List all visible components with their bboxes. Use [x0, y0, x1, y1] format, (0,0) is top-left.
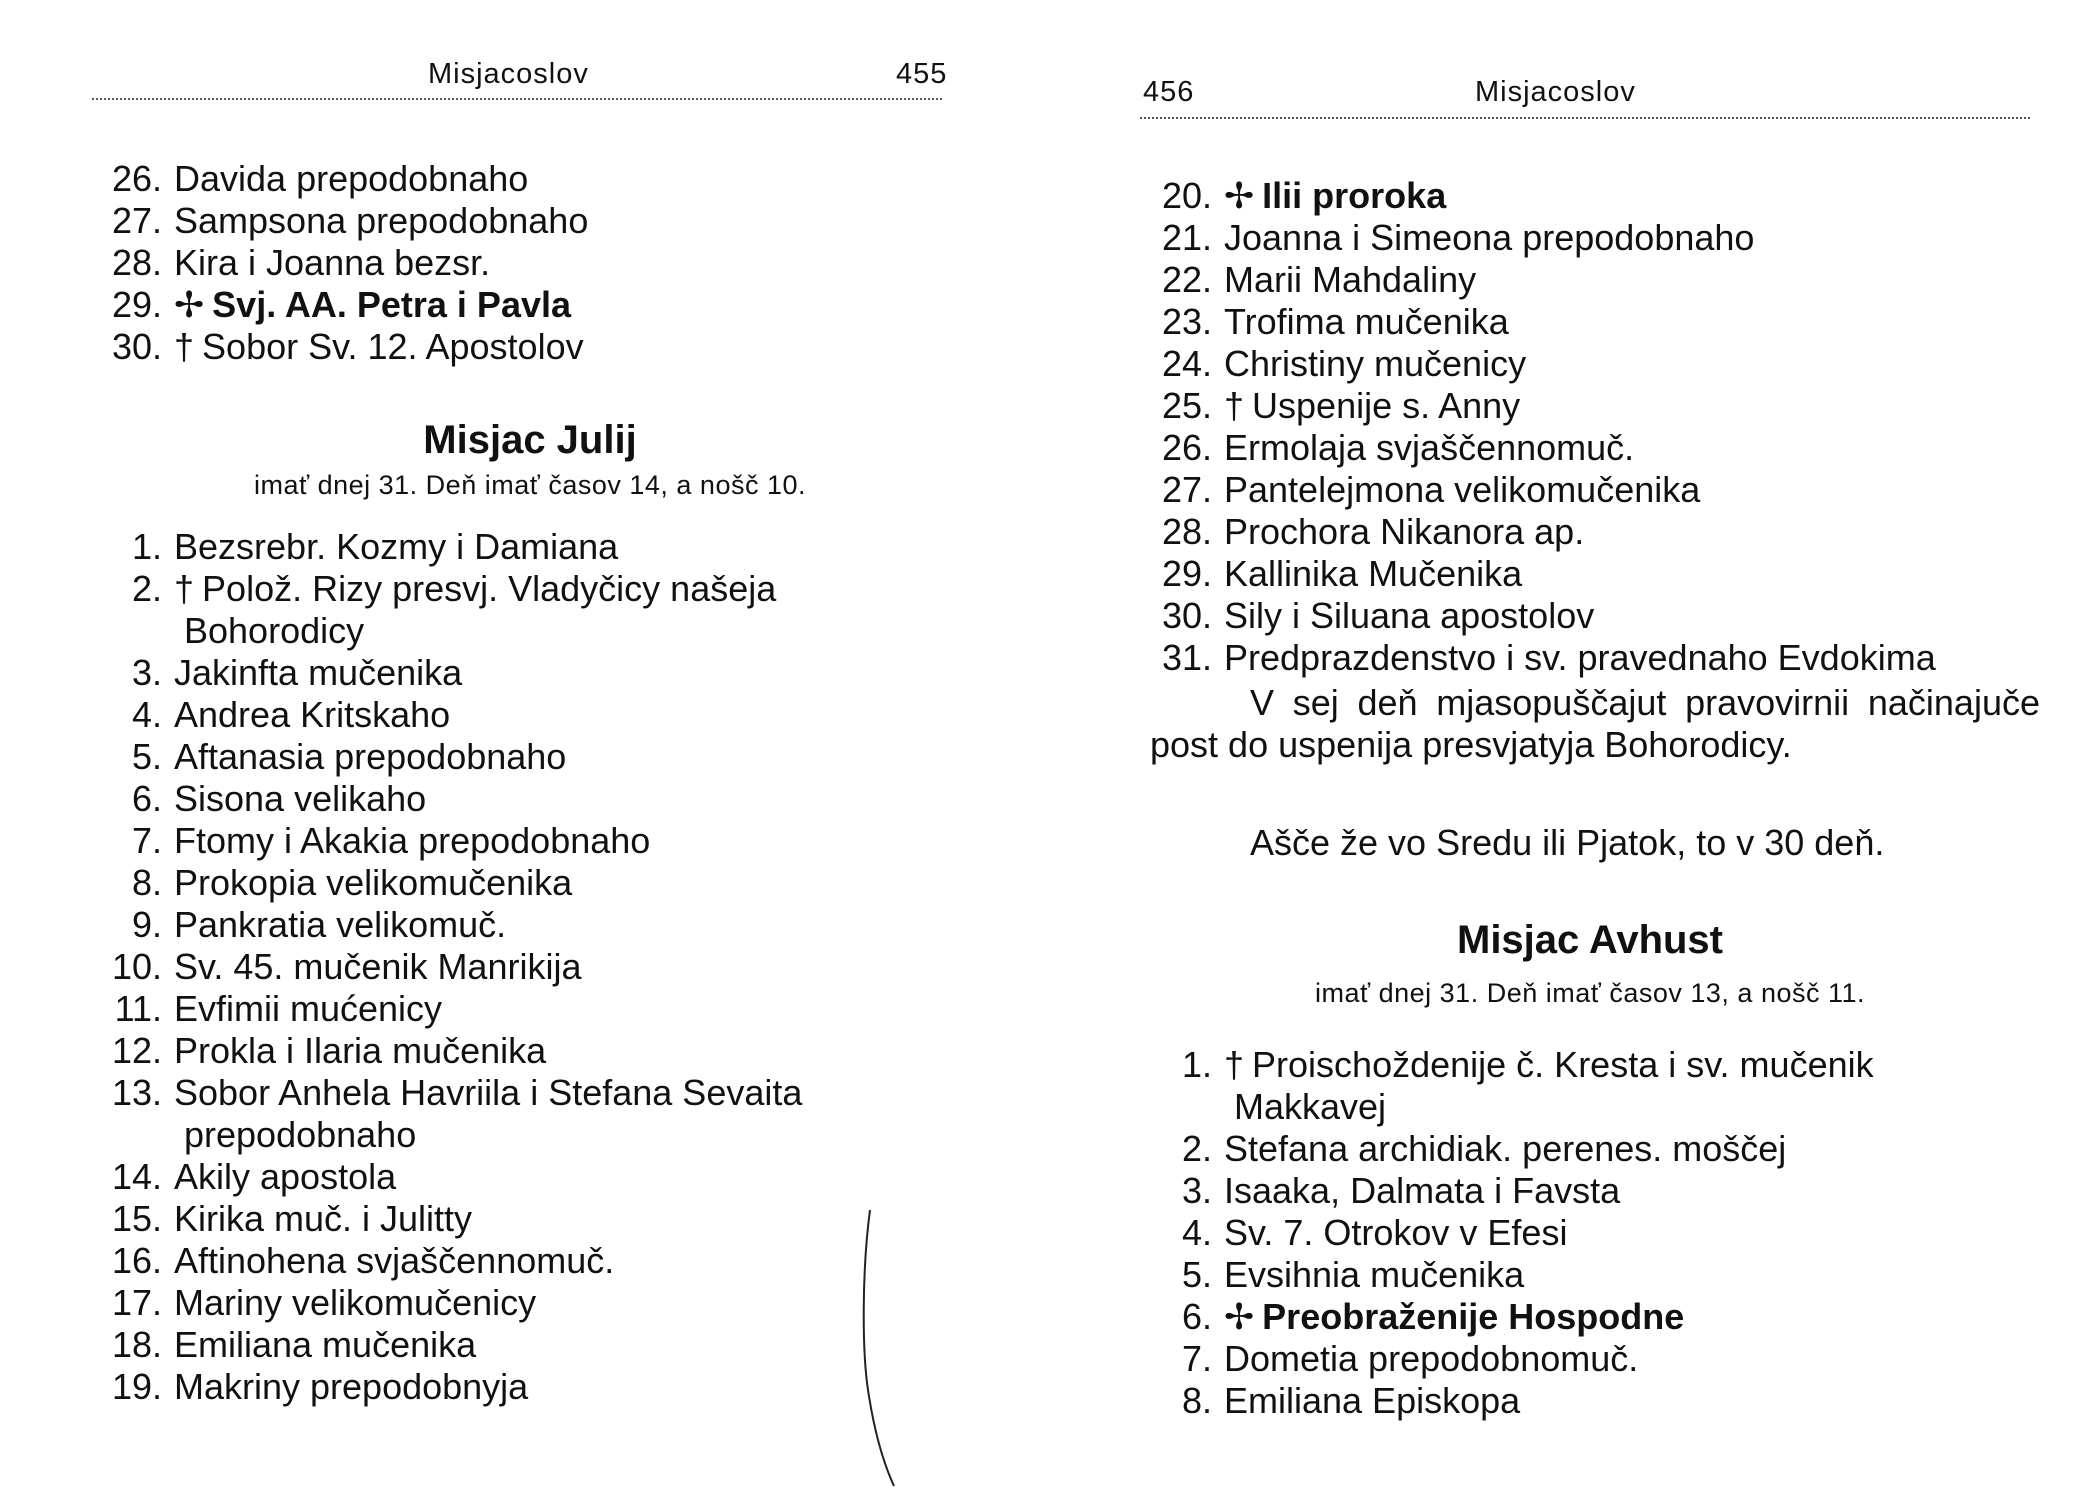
entry-text — [174, 820, 970, 862]
entry-text — [174, 242, 970, 284]
entry-label: Predprazdenstvo i sv. pravednaho Evdokima — [1224, 637, 1936, 678]
day-number: 20. — [1161, 175, 1212, 216]
day-number: 2. — [131, 568, 162, 609]
day-number: 7. — [1181, 1338, 1212, 1379]
entry-label: Christiny mučenicy — [1224, 343, 1527, 384]
entry-text — [1224, 217, 2040, 259]
calendar-entry — [90, 946, 970, 988]
day-number: 14. — [111, 1156, 162, 1197]
entry-text — [174, 778, 970, 820]
calendar-entry — [1140, 637, 2040, 679]
day-number: 9. — [131, 904, 162, 945]
day-number: 3. — [1181, 1170, 1212, 1211]
day-number: 3. — [131, 652, 162, 693]
month-subtitle: imať dnej 31. Deň imať časov 13, a nošč 11. — [1314, 978, 1866, 1008]
day-number: 8. — [131, 862, 162, 903]
calendar-entry — [90, 652, 970, 694]
entry-text — [1224, 343, 2040, 385]
entry-text — [1224, 301, 2040, 343]
margin-stroke — [860, 1210, 920, 1490]
entry-label: Andrea Kritskaho — [174, 694, 451, 735]
calendar-entry — [1140, 427, 2040, 469]
entry-text — [174, 652, 970, 694]
entry-label: Kallinika Mučenika — [1224, 553, 1523, 594]
entry-continuation: Makkavej — [1234, 1086, 1387, 1127]
day-number: 6. — [1181, 1296, 1212, 1337]
entry-label: Ilii proroka — [1262, 175, 1447, 216]
day-number: 4. — [1181, 1212, 1212, 1253]
calendar-entry — [90, 568, 970, 652]
page-number: 456 — [1143, 76, 1195, 108]
day-number: 1. — [131, 526, 162, 567]
day-number: 10. — [111, 946, 162, 987]
cross-icon: ✢ — [1224, 175, 1255, 216]
entry-text — [174, 988, 970, 1030]
calendar-entry — [90, 1366, 970, 1408]
entry-label: Sisona velikaho — [174, 778, 427, 819]
day-number: 27. — [1161, 469, 1212, 510]
entry-label: Uspenije s. Anny — [1252, 385, 1521, 426]
entry-text — [1224, 1212, 2040, 1254]
cross-icon: ✢ — [1224, 1296, 1255, 1337]
note-paragraph: V sej deň mjasopuščajut pravovirnii načinajuče post do uspenija presvjatyja Bohorodicy. — [1150, 682, 2040, 765]
calendar-entry — [1140, 1212, 2040, 1254]
day-number: 28. — [111, 242, 162, 283]
entry-label: Preobraženije Hospodne — [1262, 1296, 1685, 1337]
entry-text — [174, 904, 970, 946]
day-number: 1. — [1181, 1044, 1212, 1085]
calendar-entry — [1140, 1170, 2040, 1212]
calendar-entry — [1140, 553, 2040, 595]
entry-label: Kira i Joanna bezsr. — [174, 242, 491, 283]
entry-list-top — [90, 158, 970, 368]
day-number: 5. — [1181, 1254, 1212, 1295]
entry-label: Joanna i Simeona prepodobnaho — [1224, 217, 1755, 258]
calendar-entry — [1140, 511, 2040, 553]
entry-text — [1224, 553, 2040, 595]
entry-label: Makriny prepodobnyja — [174, 1366, 529, 1407]
calendar-entry — [90, 1156, 970, 1198]
entry-continuation: prepodobnaho — [184, 1114, 417, 1155]
entry-text — [1224, 175, 2040, 217]
calendar-entry — [90, 200, 970, 242]
calendar-entry — [1140, 595, 2040, 637]
right-page — [1040, 0, 2076, 1500]
day-number: 29. — [111, 284, 162, 325]
entry-label: Sv. 7. Otrokov v Efesi — [1224, 1212, 1568, 1253]
day-number: 24. — [1161, 343, 1212, 384]
entry-label: Jakinfta mučenika — [174, 652, 463, 693]
calendar-entry — [90, 1282, 970, 1324]
entry-text — [174, 1240, 970, 1282]
calendar-entry — [1140, 301, 2040, 343]
day-number: 17. — [111, 1282, 162, 1323]
entry-text — [1224, 385, 2040, 427]
day-number: 18. — [111, 1324, 162, 1365]
calendar-entry — [90, 778, 970, 820]
day-number: 22. — [1161, 259, 1212, 300]
day-number: 16. — [111, 1240, 162, 1281]
calendar-entry — [1140, 385, 2040, 427]
day-number: 25. — [1161, 385, 1212, 426]
day-number: 21. — [1161, 217, 1212, 258]
calendar-entry — [90, 1198, 970, 1240]
day-number: 5. — [131, 736, 162, 777]
entry-list-bottom — [1140, 1044, 2040, 1422]
day-number: 26. — [1161, 427, 1212, 468]
calendar-entry — [90, 988, 970, 1030]
calendar-entry — [90, 158, 970, 200]
entry-label: Evsihnia mučenika — [1224, 1254, 1525, 1295]
dagger-icon: † — [1224, 1044, 1245, 1085]
entry-label: Aftinohena svjaščennomuč. — [174, 1240, 615, 1281]
calendar-entry — [90, 904, 970, 946]
calendar-entry — [1140, 469, 2040, 511]
entry-text — [1224, 1338, 2040, 1380]
entry-text — [1224, 1128, 2040, 1170]
entry-text — [174, 1198, 970, 1240]
entry-text — [174, 1072, 970, 1156]
running-title: Misjacoslov — [428, 58, 589, 90]
entry-list-top — [1140, 175, 2040, 679]
entry-text — [1224, 1170, 2040, 1212]
entry-label: Mariny velikomučenicy — [174, 1282, 537, 1323]
day-number: 23. — [1161, 301, 1212, 342]
entry-label: Prokopia velikomučenika — [174, 862, 573, 903]
entry-text — [1224, 427, 2040, 469]
entry-label: Pantelejmona velikomučenika — [1224, 469, 1701, 510]
day-number: 8. — [1181, 1380, 1212, 1421]
day-number: 7. — [131, 820, 162, 861]
entry-text — [1224, 1254, 2040, 1296]
entry-text — [1224, 511, 2040, 553]
entry-label: Polož. Rizy presvj. Vladyčicy našeja — [202, 568, 777, 609]
header-rule — [1140, 117, 2030, 119]
entry-text — [174, 568, 970, 652]
entry-text — [174, 862, 970, 904]
day-number: 12. — [111, 1030, 162, 1071]
entry-text — [174, 694, 970, 736]
day-number: 6. — [131, 778, 162, 819]
entry-text — [1224, 1296, 2040, 1338]
entry-label: Sobor Anhela Havriila i Stefana Sevaita — [174, 1072, 803, 1113]
entry-text — [174, 1366, 970, 1408]
entry-label: Akily apostola — [174, 1156, 397, 1197]
day-number: 15. — [111, 1198, 162, 1239]
entry-text — [1224, 259, 2040, 301]
entry-label: Pankratia velikomuč. — [174, 904, 507, 945]
entry-text — [1224, 469, 2040, 511]
calendar-entry — [90, 284, 970, 326]
entry-label: Evfimii mućenicy — [174, 988, 443, 1029]
calendar-entry — [1140, 1338, 2040, 1380]
day-number: 29. — [1161, 553, 1212, 594]
day-number: 26. — [111, 158, 162, 199]
entry-label: Isaaka, Dalmata i Favsta — [1224, 1170, 1621, 1211]
entry-label: Kirika muč. i Julitty — [174, 1198, 473, 1239]
entry-text — [1224, 637, 2040, 679]
calendar-entry — [90, 736, 970, 778]
day-number: 31. — [1161, 637, 1212, 678]
dagger-icon: † — [1224, 385, 1245, 426]
entry-label: Ermolaja svjaščennomuč. — [1224, 427, 1635, 468]
running-title: Misjacoslov — [1475, 76, 1636, 108]
entry-text — [174, 1030, 970, 1072]
entry-list-bottom — [90, 526, 970, 1408]
calendar-entry — [90, 694, 970, 736]
entry-label: Sv. 45. mučenik Manrikija — [174, 946, 582, 987]
calendar-entry — [90, 862, 970, 904]
day-number: 2. — [1181, 1128, 1212, 1169]
calendar-entry — [1140, 1128, 2040, 1170]
calendar-entry — [1140, 259, 2040, 301]
entry-text — [174, 736, 970, 778]
day-number: 19. — [111, 1366, 162, 1407]
entry-text — [1224, 595, 2040, 637]
calendar-entry — [90, 1030, 970, 1072]
calendar-entry — [1140, 343, 2040, 385]
header-rule — [92, 98, 942, 100]
entry-label: Sampsona prepodobnaho — [174, 200, 589, 241]
entry-label: Stefana archidiak. perenes. moščej — [1224, 1128, 1787, 1169]
calendar-entry — [90, 242, 970, 284]
entry-label: Trofima mučenika — [1224, 301, 1509, 342]
entry-label: Bezsrebr. Kozmy i Damiana — [174, 526, 619, 567]
calendar-entry — [1140, 1296, 2040, 1338]
month-title: Misjac Julij — [423, 418, 637, 462]
entry-text — [174, 284, 970, 326]
day-number: 28. — [1161, 511, 1212, 552]
calendar-entry — [90, 526, 970, 568]
entry-text — [174, 1282, 970, 1324]
entry-label: Aftanasia prepodobnaho — [174, 736, 567, 777]
entry-label: Svj. AA. Petra i Pavla — [212, 284, 572, 325]
cross-icon: ✢ — [174, 284, 205, 325]
left-page — [0, 0, 1000, 1500]
day-number: 30. — [1161, 595, 1212, 636]
day-number: 11. — [114, 988, 162, 1029]
calendar-entry — [90, 820, 970, 862]
entry-text — [174, 526, 970, 568]
day-number: 4. — [131, 694, 162, 735]
entry-label: Proischoždenije č. Kresta i sv. mučenik — [1252, 1044, 1874, 1085]
month-subtitle: imať dnej 31. Deň imať časov 14, a nošč 10. — [253, 470, 807, 500]
calendar-entry — [1140, 1044, 2040, 1128]
entry-text — [1224, 1380, 2040, 1422]
day-number: 27. — [111, 200, 162, 241]
entry-continuation: Bohorodicy — [184, 610, 365, 651]
calendar-entry — [1140, 175, 2040, 217]
entry-label: Ftomy i Akakia prepodobnaho — [174, 820, 651, 861]
entry-label: Emiliana mučenika — [174, 1324, 477, 1365]
entry-label: Sily i Siluana apostolov — [1224, 595, 1595, 636]
entry-label: Dometia prepodobnomuč. — [1224, 1338, 1639, 1379]
page-number: 455 — [896, 58, 948, 90]
entry-text — [1224, 1044, 2040, 1128]
calendar-entry — [90, 1240, 970, 1282]
dagger-icon: † — [174, 568, 195, 609]
entry-text — [174, 158, 970, 200]
entry-label: Davida prepodobnaho — [174, 158, 529, 199]
entry-text — [174, 1324, 970, 1366]
entry-label: Prochora Nikanora ap. — [1224, 511, 1585, 552]
day-number: 30. — [111, 326, 162, 367]
dagger-icon: † — [174, 326, 195, 367]
calendar-entry — [1140, 217, 2040, 259]
entry-label: Emiliana Episkopa — [1224, 1380, 1521, 1421]
entry-text — [174, 200, 970, 242]
entry-text — [174, 1156, 970, 1198]
month-title: Misjac Avhust — [1457, 918, 1723, 962]
calendar-entry — [1140, 1254, 2040, 1296]
entry-text — [174, 946, 970, 988]
entry-label: Sobor Sv. 12. Apostolov — [202, 326, 584, 367]
entry-label: Prokla i Ilaria mučenika — [174, 1030, 547, 1071]
calendar-entry — [1140, 1380, 2040, 1422]
entry-label: Marii Mahdaliny — [1224, 259, 1477, 300]
note-paragraph: Ašče že vo Sredu ili Pjatok, to v 30 deň. — [1250, 822, 1885, 863]
entry-text — [174, 326, 970, 368]
calendar-entry — [90, 1324, 970, 1366]
calendar-entry — [90, 326, 970, 368]
calendar-entry — [90, 1072, 970, 1156]
day-number: 13. — [111, 1072, 162, 1113]
